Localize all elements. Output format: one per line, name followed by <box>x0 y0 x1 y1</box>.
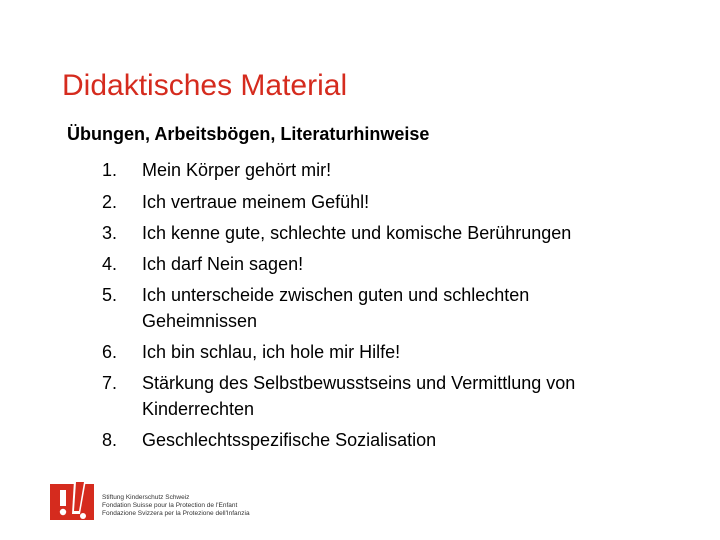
list-item-number: 7. <box>102 373 118 393</box>
list-item-text: Ich darf Nein sagen! <box>142 254 304 274</box>
list-item-number: 5. <box>102 285 118 305</box>
slide-subtitle: Übungen, Arbeitsbögen, Literaturhinweise <box>67 124 430 144</box>
foundation-logo <box>50 480 280 525</box>
list-item-text: Ich bin schlau, ich hole mir Hilfe! <box>142 342 401 362</box>
list-item-number: 4. <box>102 254 118 274</box>
list-item-number: 8. <box>102 430 118 450</box>
list-item-text: Ich kenne gute, schlechte und komische Berührungen <box>142 223 572 243</box>
list-item-number: 2. <box>102 192 118 212</box>
list-item-number: 3. <box>102 223 118 243</box>
list-item-text: Ich unterscheide zwischen guten und schlechten Geheimnissen <box>142 285 530 331</box>
list-item-text: Stärkung des Selbstbewusstseins und Vermittlung von Kinderrechten <box>142 373 576 419</box>
logo-line: Fondazione Svizzera per la Protezione dell'Infanzia <box>102 510 250 517</box>
list-item-number: 1. <box>102 160 118 180</box>
list-item-text: Ich vertraue meinem Gefühl! <box>142 192 370 212</box>
list-item-number: 6. <box>102 342 118 362</box>
list-item-text: Geschlechtsspezifische Sozialisation <box>142 430 437 450</box>
slide-title: Didaktisches Material <box>62 69 348 102</box>
logo-line: Fondation Suisse pour la Protection de l'Enfant <box>102 502 238 509</box>
foundation-logo-text <box>102 494 250 518</box>
logo-line: Stiftung Kinderschutz Schweiz <box>102 494 190 501</box>
foundation-logo-icon <box>50 480 94 522</box>
list-item-text: Mein Körper gehört mir! <box>142 160 332 180</box>
